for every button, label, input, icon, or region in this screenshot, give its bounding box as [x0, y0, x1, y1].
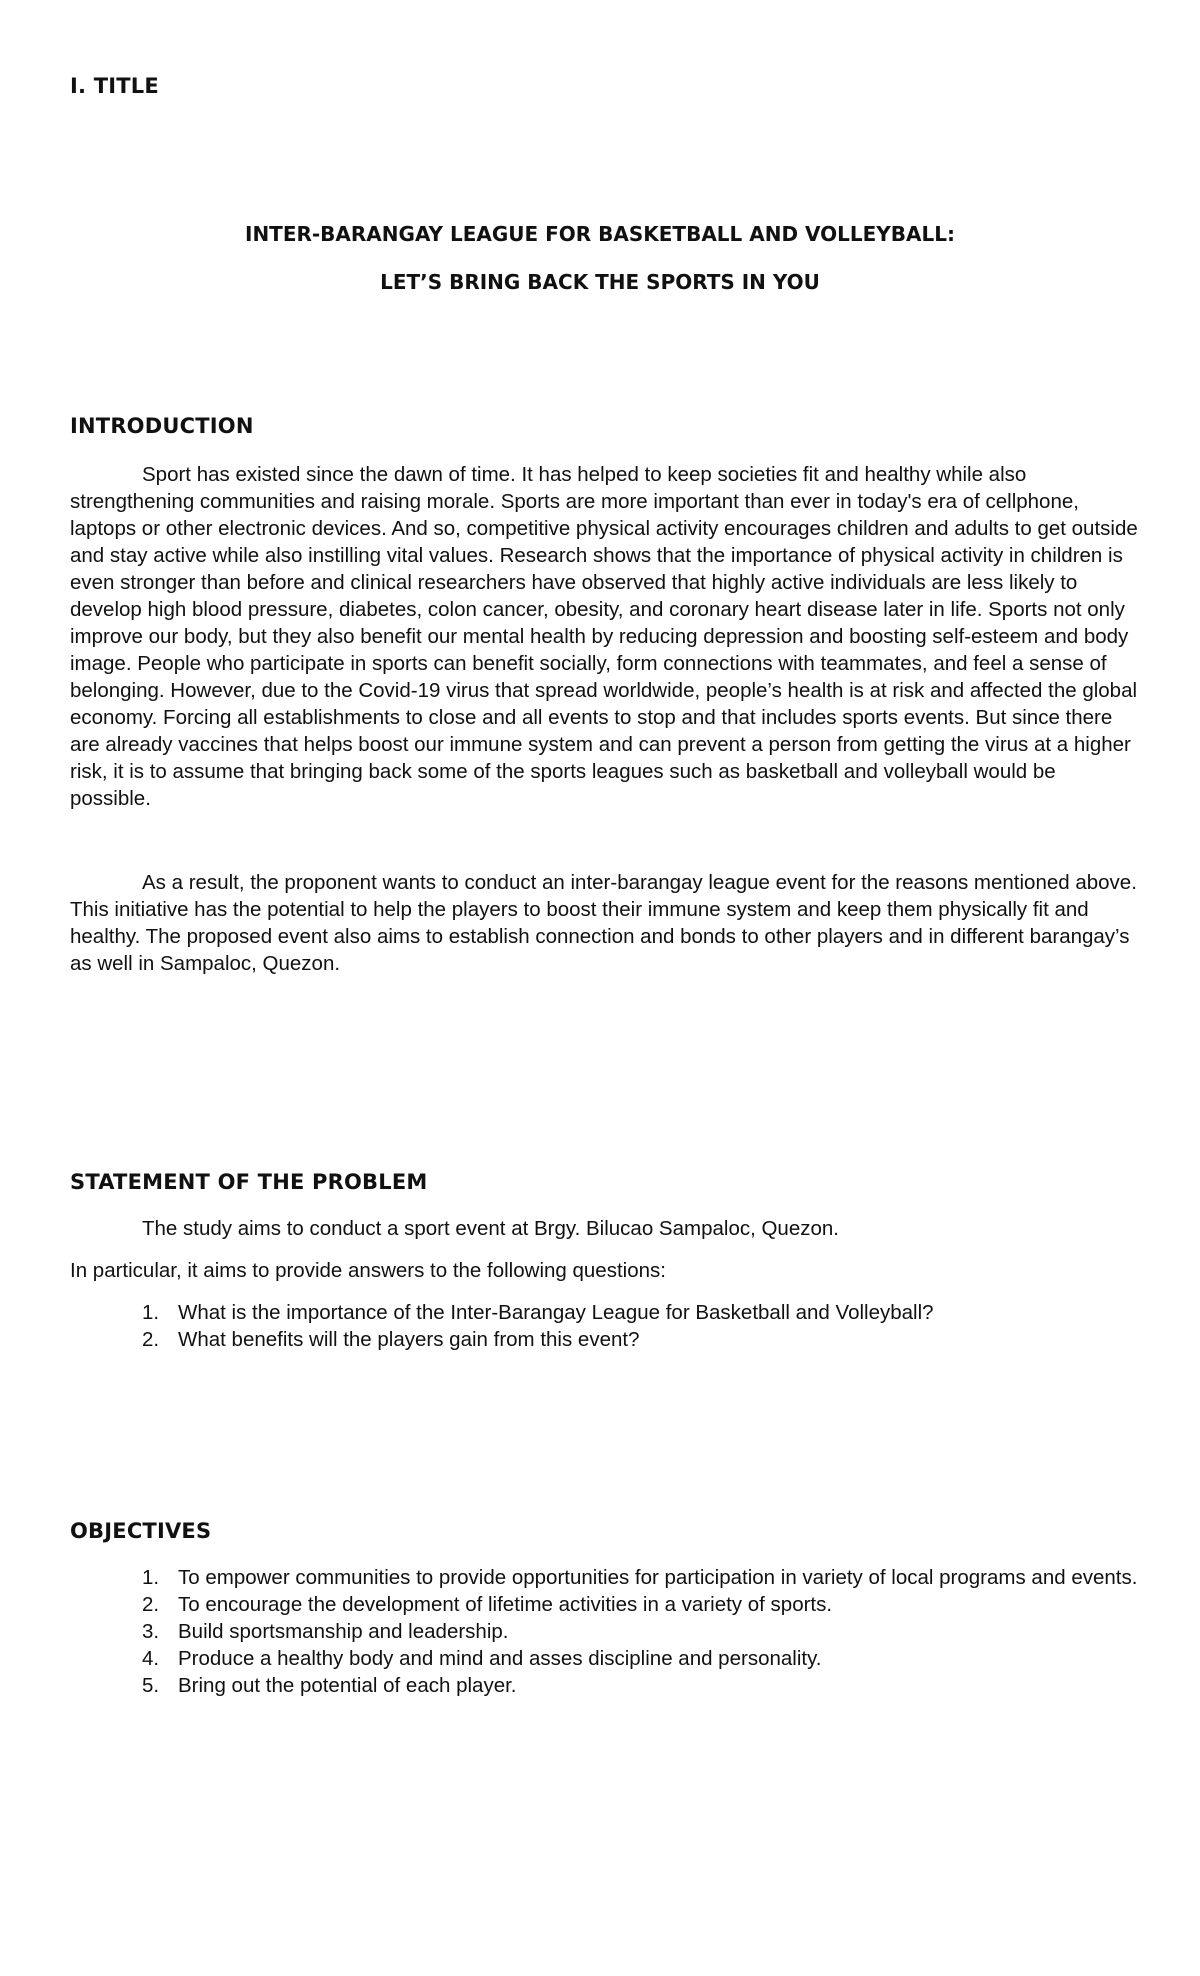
problem-questions-list	[70, 1299, 1138, 1353]
list-item-number: 2.	[142, 1328, 160, 1351]
document-title-line-2: LET’S BRING BACK THE SPORTS IN YOU	[380, 270, 820, 294]
introduction-paragraph-2: As a result, the proponent wants to conduct an inter-barangay league event for the reasons mentioned above. This initiative has the potential to help the players to boost their immune system and keep them physically fit and healthy. The proposed event also aims to establish connection and bonds to other players and in different barangay’s as well in Sampaloc, Quezon.	[70, 871, 1137, 975]
list-item-number: 3.	[142, 1620, 160, 1643]
list-item	[70, 1564, 1138, 1591]
list-item-text: What is the importance of the Inter-Barangay League for Basketball and Volleyball?	[178, 1301, 934, 1324]
objectives-list	[70, 1564, 1138, 1699]
list-item-text: Build sportsmanship and leadership.	[178, 1620, 509, 1643]
objectives-heading: OBJECTIVES	[70, 1519, 212, 1543]
list-item	[70, 1591, 1138, 1618]
problem-lead-in-text: In particular, it aims to provide answers to the following questions:	[70, 1259, 666, 1282]
introduction-heading: INTRODUCTION	[70, 414, 254, 438]
list-item	[70, 1299, 1138, 1326]
problem-aim-text: The study aims to conduct a sport event at Brgy. Bilucao Sampaloc, Quezon.	[142, 1217, 839, 1240]
list-item-number: 2.	[142, 1593, 160, 1616]
list-item	[70, 1672, 1138, 1699]
introduction-paragraph-1: Sport has existed since the dawn of time. It has helped to keep societies fit and healthy while also strengthening communities and raising morale. Sports are more important than ever in today's era of cellphone, laptops or other electronic devices. And so, competitive physical activity encourages children and adults to get outside and stay active while also instilling vital values. Research shows that the importance of physical activity in children is even stronger than before and clinical researchers have observed that highly active individuals are less likely to develop high blood pressure, diabetes, colon cancer, obesity, and coronary heart disease later in life. Sports not only improve our body, but they also benefit our mental health by reducing depression and boosting self-esteem and body image. People who participate in sports can benefit socially, form connections with teammates, and feel a sense of belonging. However, due to the Covid-19 virus that spread worldwide, people’s health is at risk and affected the global economy. Forcing all establishments to close and all events to stop and that includes sports events. But since there are already vaccines that helps boost our immune system and can prevent a person from getting the virus at a higher risk, it is to assume that bringing back some of the sports leagues such as basketball and volleyball would be possible.	[70, 463, 1138, 810]
list-item	[70, 1645, 1138, 1672]
list-item	[70, 1618, 1138, 1645]
list-item-text: Bring out the potential of each player.	[178, 1674, 517, 1697]
list-item-number: 4.	[142, 1647, 160, 1670]
statement-of-problem-heading: STATEMENT OF THE PROBLEM	[70, 1170, 428, 1194]
list-item-number: 1.	[142, 1301, 160, 1324]
list-item-text: Produce a healthy body and mind and asses discipline and personality.	[178, 1647, 822, 1670]
document-title-line-1: INTER-BARANGAY LEAGUE FOR BASKETBALL AND VOLLEYBALL:	[245, 222, 955, 246]
list-item	[70, 1326, 1138, 1353]
list-item-text: To empower communities to provide opportunities for participation in variety of local programs and events.	[178, 1566, 1138, 1589]
section-title-heading: I. TITLE	[70, 74, 159, 98]
list-item-text: What benefits will the players gain from this event?	[178, 1328, 640, 1351]
list-item-text: To encourage the development of lifetime activities in a variety of sports.	[178, 1593, 833, 1616]
list-item-number: 1.	[142, 1566, 160, 1589]
list-item-number: 5.	[142, 1674, 160, 1697]
